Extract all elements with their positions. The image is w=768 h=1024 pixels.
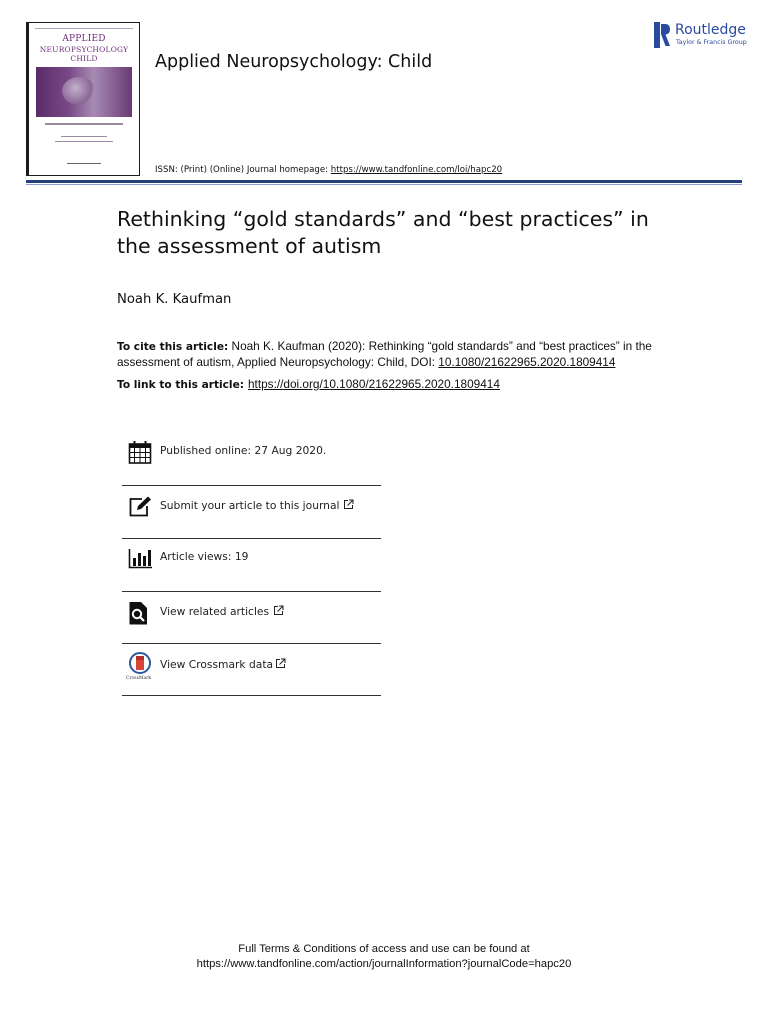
publisher-name: Routledge	[675, 22, 746, 38]
issn-text: ISSN: (Print) (Online) Journal homepage:	[155, 165, 331, 175]
cover-image-band	[36, 67, 132, 117]
publisher-subtitle: Taylor & Francis Group	[676, 39, 747, 46]
related-articles-label: View related articles	[160, 605, 270, 618]
article-title: Rethinking “gold standards” and “best practices” in the assessment of autism	[117, 207, 649, 258]
author-name: Noah K. Kaufman	[117, 292, 232, 307]
crossmark-link[interactable]	[160, 658, 286, 671]
related-articles-item[interactable]	[122, 587, 381, 639]
external-link-icon	[343, 499, 354, 510]
footer-line-1: Full Terms & Conditions of access and use can be found at	[238, 943, 530, 955]
crossmark-label: View Crossmark data	[160, 658, 274, 671]
cover-text-line	[61, 136, 107, 137]
cover-publisher-mark	[67, 163, 101, 164]
calendar-icon	[128, 440, 152, 464]
link-label: To link to this article:	[117, 379, 244, 391]
doi-link[interactable]: 10.1080/21622965.2020.1809414	[438, 355, 616, 369]
cover-title-line1: APPLIED	[62, 34, 106, 44]
journal-title[interactable]: Applied Neuropsychology: Child	[155, 52, 433, 72]
edit-icon	[128, 495, 152, 519]
article-link-line	[117, 377, 500, 391]
article-doi-url[interactable]: https://doi.org/10.1080/21622965.2020.1809414	[248, 377, 500, 391]
footer-terms	[0, 942, 768, 972]
cover-text-line	[55, 141, 113, 142]
published-date: Published online: 27 Aug 2020.	[160, 444, 327, 457]
journal-cover-image	[26, 22, 140, 176]
bar-chart-icon	[128, 546, 152, 570]
cover-title-line2: NEUROPSYCHOLOGY	[39, 45, 129, 54]
crossmark-caption: CrossMark	[126, 676, 152, 681]
external-link-icon	[275, 658, 286, 669]
routledge-logo-icon	[654, 22, 671, 48]
cover-rule	[35, 28, 133, 29]
submit-article-link[interactable]	[160, 499, 354, 512]
related-articles-link[interactable]	[160, 605, 284, 618]
cite-text: Noah K. Kaufman (2020): Rethinking “gold standards” and “best practices” in the assessment of autism, Applied Neuropsychology: Child, DOI:	[117, 339, 652, 369]
journal-homepage-link[interactable]: https://www.tandfonline.com/loi/hapc20	[330, 165, 503, 175]
crossmark-item[interactable]	[122, 640, 381, 692]
cite-label: To cite this article:	[117, 341, 229, 353]
article-views-item	[122, 532, 381, 584]
header-divider-thin	[26, 184, 742, 185]
document-search-icon	[128, 601, 152, 625]
header-divider	[26, 180, 742, 183]
citation-block	[117, 339, 677, 370]
cover-title-line3: CHILD	[70, 54, 98, 63]
divider	[122, 695, 381, 696]
issn-line	[155, 165, 502, 175]
footer-terms-link[interactable]: https://www.tandfonline.com/action/journalInformation?journalCode=hapc20	[196, 958, 572, 970]
external-link-icon	[273, 605, 284, 616]
cover-text-line	[45, 123, 123, 125]
published-online-item	[122, 426, 381, 478]
submit-article-label: Submit your article to this journal	[160, 499, 340, 512]
article-views-count: Article views: 19	[160, 550, 249, 563]
submit-article-item[interactable]	[122, 481, 381, 533]
